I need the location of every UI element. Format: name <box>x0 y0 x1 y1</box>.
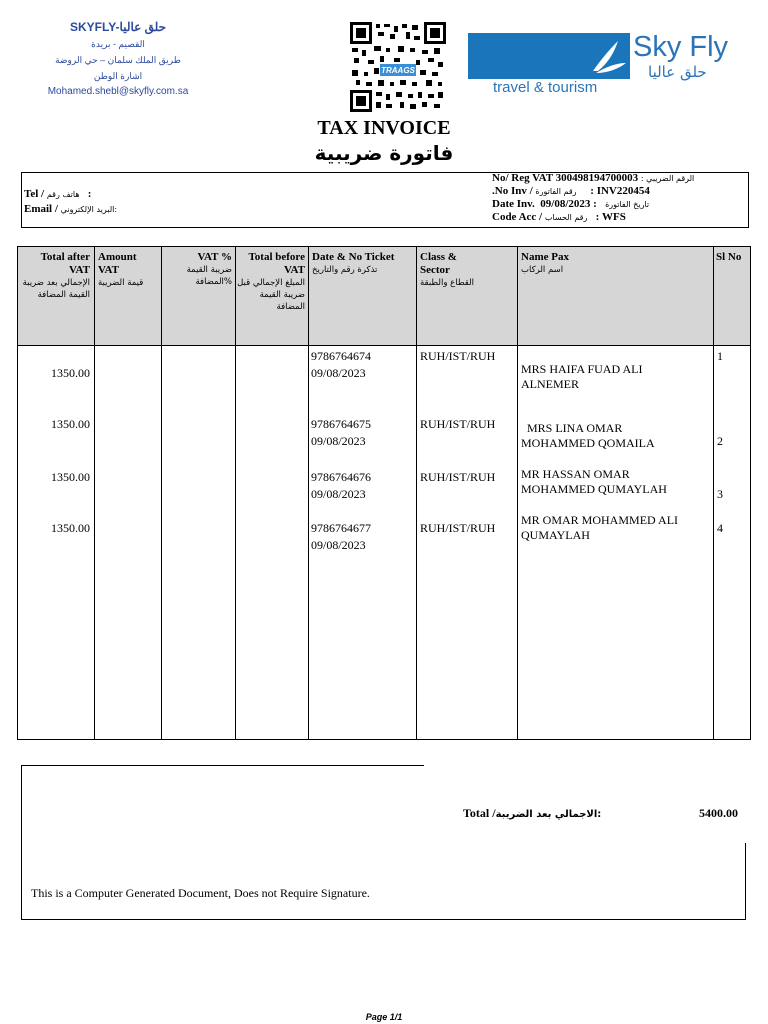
company-address-2: طريق الملك سلمان – حي الروضة <box>55 55 181 65</box>
logo-arabic: حلق عاليا <box>648 63 707 81</box>
date-value: : 09/08/2023 <box>540 198 597 210</box>
row3-name-2: MOHAMMED QUMAYLAH <box>521 482 667 496</box>
row4-sl: 4 <box>717 521 723 535</box>
qr-code <box>350 22 446 112</box>
header-amount-vat: Amount VAT قيمة الضريبة <box>98 251 144 288</box>
date-arabic: تاريخ الفاتورة <box>605 200 650 209</box>
inv-arabic: رقم الفاتورة <box>535 187 577 196</box>
inv-label: .No Inv / <box>492 185 533 197</box>
row2-name-1: MRS LINA OMAR <box>527 421 623 435</box>
row2-name-2: MOHAMMED QOMAILA <box>521 436 655 450</box>
invoice-meta <box>492 172 694 224</box>
title-arabic: فاتورة ضريبية <box>314 141 454 165</box>
row2-sl: 2 <box>717 434 723 448</box>
row1-ticket: 9786764674 <box>311 349 371 363</box>
header-sl-no: Sl No <box>716 251 742 263</box>
header-date-ticket: Date & No Ticket تذكرة رقم والتاريخ <box>312 251 395 275</box>
acc-label: Code Acc / <box>492 211 543 223</box>
row3-total: 1350.00 <box>51 470 90 484</box>
email-label: Email / <box>24 203 58 215</box>
row1-date: 09/08/2023 <box>311 366 366 380</box>
company-block <box>18 20 218 97</box>
col-divider <box>94 247 95 739</box>
total-label-arabic: الاجمالي بعد الضريبة: <box>495 809 602 820</box>
row3-name-1: MR HASSAN OMAR <box>521 467 630 481</box>
col-divider <box>517 247 518 739</box>
row4-name-1: MR OMAR MOHAMMED ALI <box>521 513 679 527</box>
row2-sector: RUH/IST/RUH <box>420 417 496 431</box>
row3-sector: RUH/IST/RUH <box>420 470 496 484</box>
col-divider <box>713 247 714 739</box>
skyfly-logo <box>468 33 750 103</box>
row1-sl: 1 <box>717 349 723 363</box>
acc-value: : WFS <box>595 211 626 223</box>
header-class-sector: Class & Sector القطاع والطبقة <box>420 251 475 288</box>
title-english: TAX INVOICE <box>317 117 451 139</box>
row2-total: 1350.00 <box>51 417 90 431</box>
vat-value: 300498194700003 <box>555 172 639 184</box>
row4-name-2: QUMAYLAH <box>521 528 590 542</box>
logo-tagline: travel & tourism <box>493 79 598 96</box>
tel-label: Tel / <box>24 188 45 200</box>
header-total-before: Total before VAT المبلغ الإجمالي قبل ضريبة القيمة المضافة <box>237 251 305 312</box>
contact-block <box>24 187 117 217</box>
row2-date: 09/08/2023 <box>311 434 366 448</box>
col-divider <box>308 247 309 739</box>
company-name: SKYFLY-حلق عاليا <box>69 20 167 34</box>
total-label: Total /الاجمالي بعد الضريبة: <box>463 806 602 820</box>
company-email: Mohamed.shebl@skyfly.com.sa <box>47 86 189 97</box>
row4-date: 09/08/2023 <box>311 538 366 552</box>
row3-sl: 3 <box>717 487 723 501</box>
company-address-3: اشارة الوطن <box>93 71 143 81</box>
row4-ticket: 9786764677 <box>311 521 371 535</box>
page-number: Page 1/1 <box>365 1012 403 1022</box>
logo-sky-fly: Sky Fly <box>633 31 729 63</box>
acc-arabic: رقم الحساب <box>544 213 588 222</box>
total-value: 5400.00 <box>699 806 738 820</box>
row2-ticket: 9786764675 <box>311 417 371 431</box>
email-arabic: البريد الإلكتروني: <box>60 205 118 214</box>
col-divider <box>235 247 236 739</box>
qr-brand-label: TRAAGS <box>381 66 415 75</box>
row1-sector: RUH/IST/RUH <box>420 349 496 363</box>
date-label: Date Inv. <box>492 198 535 210</box>
totals-right-border <box>745 843 746 920</box>
row4-sector: RUH/IST/RUH <box>420 521 496 535</box>
vat-arabic: الرقم الضريبي : <box>640 174 695 183</box>
col-divider <box>161 247 162 739</box>
invoice-table <box>17 246 751 740</box>
tel-arabic: هاتف رقم <box>46 190 80 199</box>
row3-ticket: 9786764676 <box>311 470 371 484</box>
company-address-1: القصيم - بريدة <box>91 39 145 49</box>
row3-date: 09/08/2023 <box>311 487 366 501</box>
bird-icon <box>468 33 630 79</box>
row4-total: 1350.00 <box>51 521 90 535</box>
totals-top-border <box>21 765 424 766</box>
header-name-pax: Name Pax اسم الركاب <box>521 251 569 275</box>
tel-sep: : <box>87 188 92 200</box>
row1-name-2: ALNEMER <box>521 377 579 391</box>
header-vat-percent: VAT % ضريبة القيمة المضافة% <box>186 251 232 287</box>
row1-total: 1350.00 <box>51 366 90 380</box>
header-total-after: Total after VAT الإجمالي بعد ضريبة القيمة المضافة <box>22 251 90 300</box>
col-divider <box>416 247 417 739</box>
inv-value: : INV220454 <box>590 185 650 197</box>
vat-label: No/ Reg VAT <box>492 172 553 184</box>
logo-blue-block <box>468 33 630 79</box>
row1-name-1: MRS HAIFA FUAD ALI <box>521 362 643 376</box>
computer-generated-note: This is a Computer Generated Document, Does not Require Signature. <box>31 886 370 900</box>
